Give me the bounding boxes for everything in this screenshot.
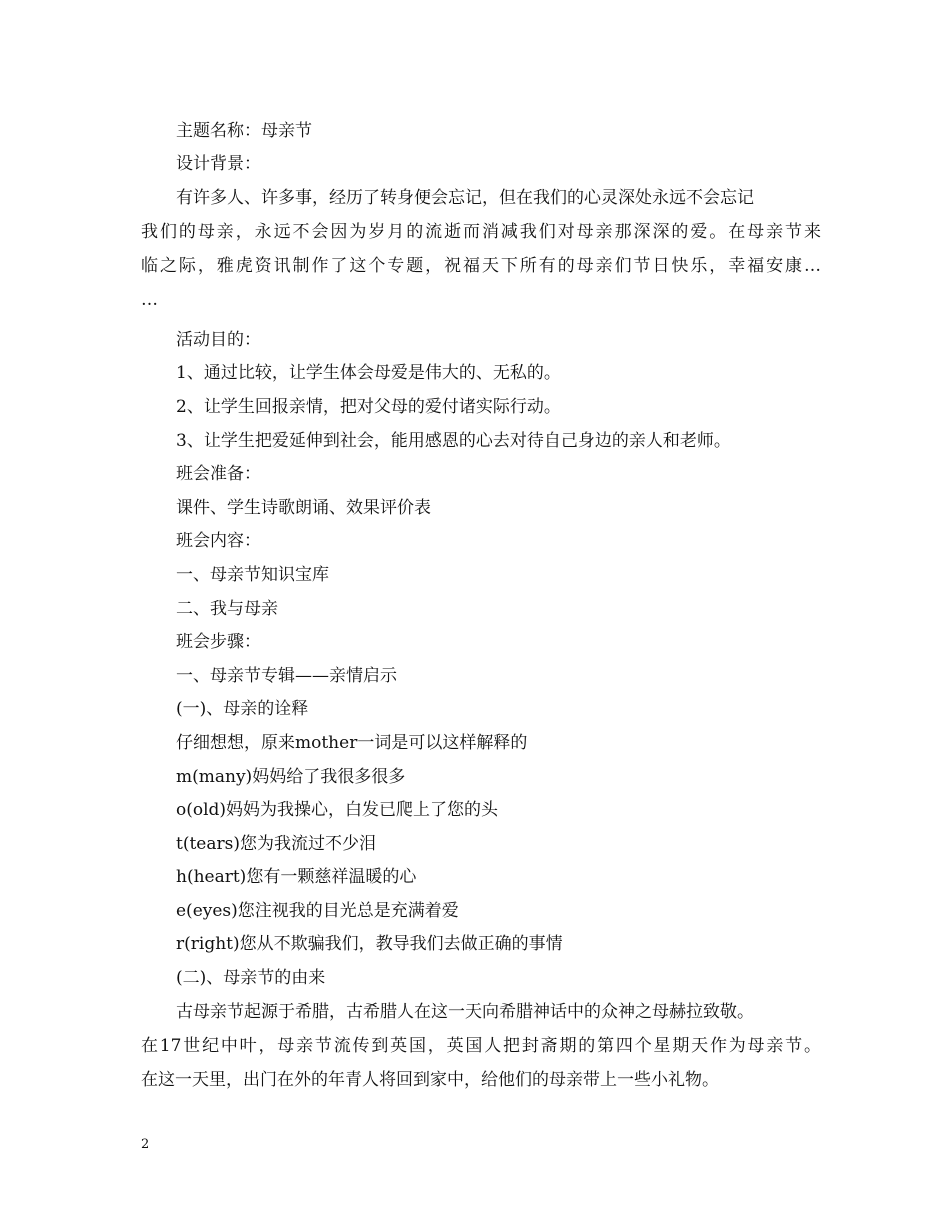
origin-paragraph-line-3: 在这一天里，出门在外的年青人将回到家中，给他们的母亲带上一些小礼物。 — [141, 1070, 719, 1090]
topic-name-line: 主题名称：母亲节 — [176, 121, 312, 141]
background-paragraph-line-3: 临之际，雅虎资讯制作了这个专题，祝福天下所有的母亲们节日快乐，幸福安康… — [141, 256, 821, 276]
subsection-origin: (二)、母亲节的由来 — [176, 968, 326, 988]
subsection-mother-interpretation: (一)、母亲的诠释 — [176, 699, 309, 719]
background-paragraph-line-4: … — [141, 290, 158, 310]
content-item-2: 二、我与母亲 — [176, 599, 278, 619]
step-section-1: 一、母亲节专辑——亲情启示 — [176, 666, 397, 686]
meeting-steps-heading: 班会步骤： — [176, 632, 261, 652]
letter-h-line: h(heart)您有一颗慈祥温暖的心 — [176, 867, 417, 887]
origin-paragraph-line-1: 古母亲节起源于希腊，古希腊人在这一天向希腊神话中的众神之母赫拉致敬。 — [176, 1002, 754, 1022]
page-number: 2 — [141, 1137, 150, 1152]
origin-paragraph-line-2: 在17世纪中叶，母亲节流传到英国，英国人把封斋期的第四个星期天作为母亲节。 — [141, 1036, 821, 1056]
background-paragraph-line-1: 有许多人、许多事，经历了转身便会忘记，但在我们的心灵深处永远不会忘记 — [176, 188, 754, 208]
background-paragraph-line-2: 我们的母亲，永远不会因为岁月的流逝而消减我们对母亲那深深的爱。在母亲节来 — [141, 222, 821, 242]
letter-e-line: e(eyes)您注视我的目光总是充满着爱 — [176, 901, 459, 921]
activity-goal-heading: 活动目的： — [176, 330, 261, 350]
design-background-heading: 设计背景： — [176, 154, 261, 174]
content-item-1: 一、母亲节知识宝库 — [176, 565, 329, 585]
letter-t-line: t(tears)您为我流过不少泪 — [176, 834, 376, 854]
meeting-content-heading: 班会内容： — [176, 531, 261, 551]
preparation-items: 课件、学生诗歌朗诵、效果评价表 — [176, 498, 431, 518]
letter-r-line: r(right)您从不欺骗我们，教导我们去做正确的事情 — [176, 934, 563, 954]
letter-m-line: m(many)妈妈给了我很多很多 — [176, 767, 406, 787]
mother-word-intro: 仔细想想，原来mother一词是可以这样解释的 — [176, 733, 528, 753]
letter-o-line: o(old)妈妈为我操心，白发已爬上了您的头 — [176, 800, 499, 820]
goal-item-1: 1、通过比较，让学生体会母爱是伟大的、无私的。 — [176, 363, 561, 383]
meeting-preparation-heading: 班会准备： — [176, 464, 261, 484]
goal-item-3: 3、让学生把爱延伸到社会，能用感恩的心去对待自己身边的亲人和老师。 — [176, 431, 731, 451]
goal-item-2: 2、让学生回报亲情，把对父母的爱付诸实际行动。 — [176, 397, 561, 417]
